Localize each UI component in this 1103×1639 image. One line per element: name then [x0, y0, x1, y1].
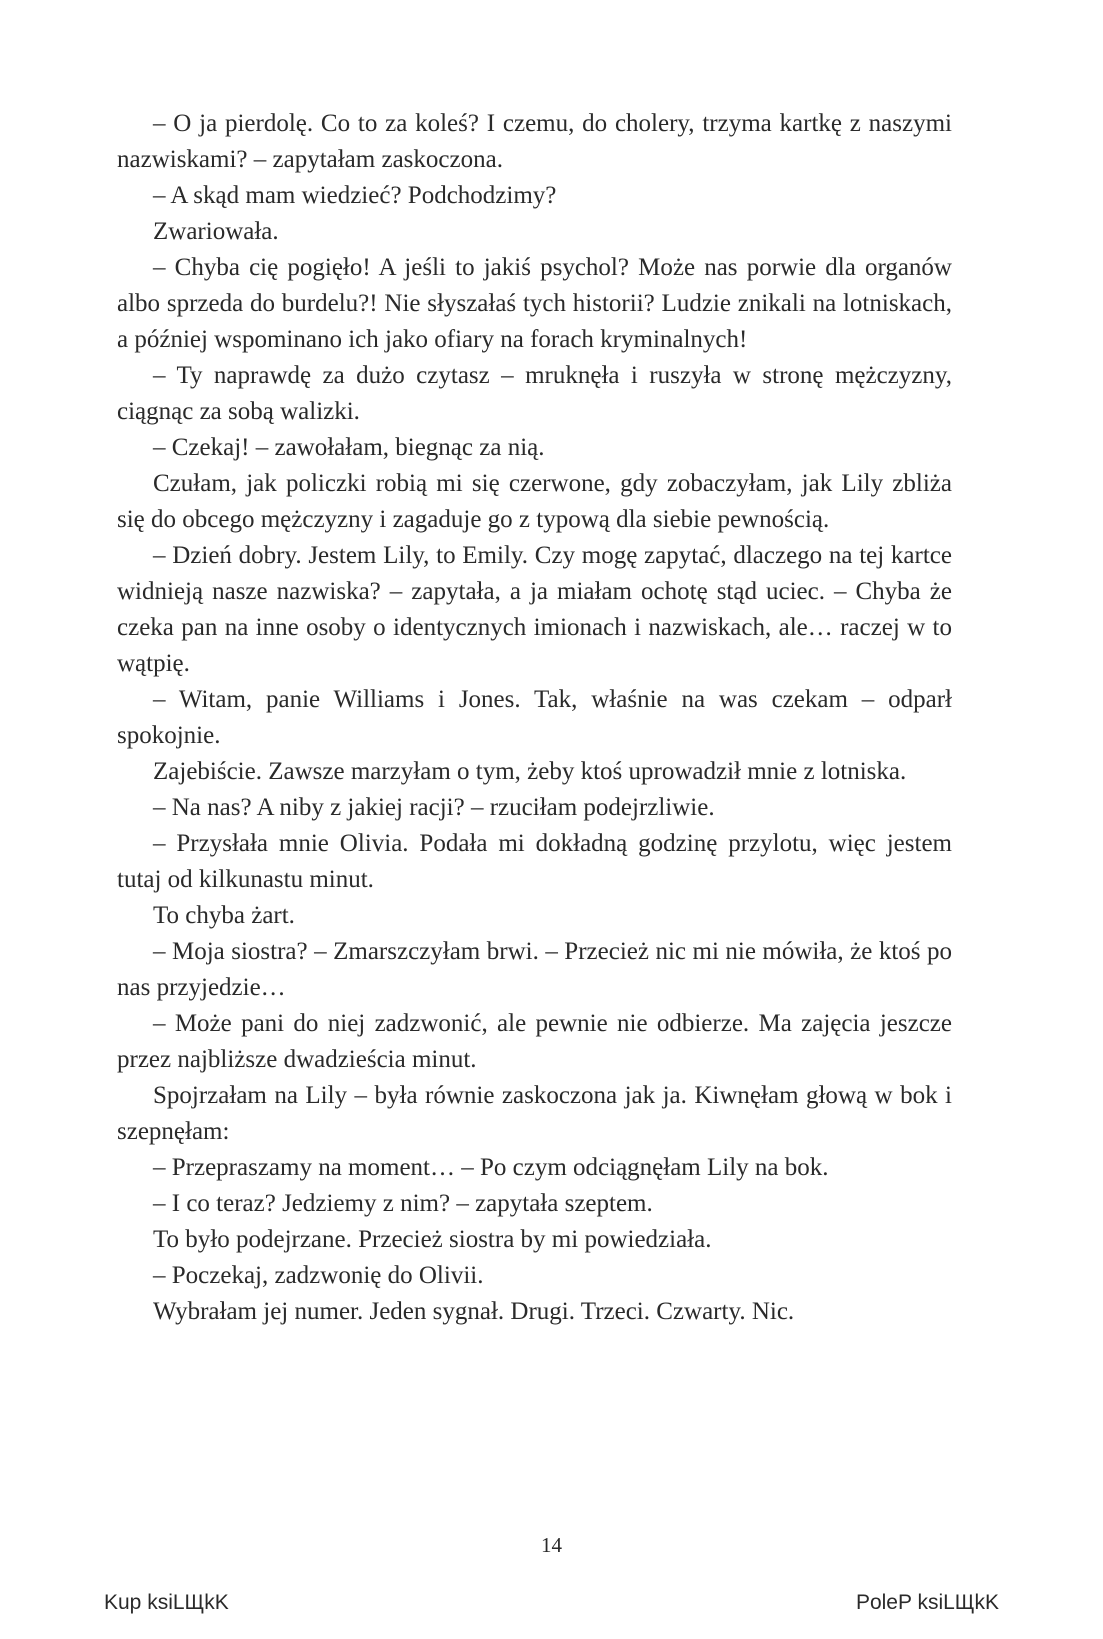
paragraph: Czułam, jak policzki robią mi się czerwone, gdy zobaczyłam, jak Lily zbliża się do obcego mężczyzny i zagaduje go z typową dla siebie pewnością.: [117, 470, 952, 533]
paragraph: To było podejrzane. Przecież siostra by mi powiedziała.: [153, 1226, 712, 1253]
recommend-book-link[interactable]: PoleP ksiLЩkK: [855, 1591, 999, 1614]
paragraph: – A skąd mam wiedzieć? Podchodzimy?: [153, 182, 557, 209]
body-text: [117, 106, 952, 1330]
paragraph: – Ty naprawdę za dużo czytasz – mruknęła i ruszyła w stronę mężczyzny, ciągnąc za sobą walizki.: [117, 362, 952, 425]
paragraph: To chyba żart.: [153, 902, 295, 929]
paragraph: – Czekaj! – zawołałam, biegnąc za nią.: [153, 434, 545, 461]
paragraph: – O ja pierdolę. Co to za koleś? I czemu, do cholery, trzyma kartkę z naszymi nazwiskami? – zapytałam zaskoczona.: [117, 110, 952, 173]
paragraph: – I co teraz? Jedziemy z nim? – zapytała szeptem.: [153, 1190, 653, 1217]
paragraph: – Dzień dobry. Jestem Lily, to Emily. Czy mogę zapytać, dlaczego na tej kartce widnieją nasze nazwiska? – zapytała, a ja miałam ochotę stąd uciec. – Chyba że czeka pan na inne osoby o identycznych imionach i nazwiskach, ale… raczej w to wątpię.: [117, 542, 952, 677]
page-number: 14: [541, 1533, 562, 1557]
paragraph: – Poczekaj, zadzwonię do Olivii.: [153, 1262, 484, 1289]
buy-book-link[interactable]: Kup ksiLЩkK: [104, 1591, 229, 1614]
paragraph: – Przepraszamy na moment… – Po czym odciągnęłam Lily na bok.: [153, 1154, 829, 1181]
paragraph: – Moja siostra? – Zmarszczyłam brwi. – Przecież nic mi nie mówiła, że ktoś po nas przyjedzie…: [117, 938, 952, 1001]
paragraph: – Na nas? A niby z jakiej racji? – rzuciłam podejrzliwie.: [153, 794, 715, 821]
paragraph: – Witam, panie Williams i Jones. Tak, właśnie na was czekam – odparł spokojnie.: [117, 686, 952, 749]
paragraph: Spojrzałam na Lily – była równie zaskoczona jak ja. Kiwnęłam głową w bok i szepnęłam:: [117, 1082, 952, 1145]
paragraph: – Chyba cię pogięło! A jeśli to jakiś psychol? Może nas porwie dla organów albo sprzeda do burdelu?! Nie słyszałaś tych historii? Ludzie znikali na lotniskach, a później wspominano ich jako ofiary na forach kryminalnych!: [117, 254, 952, 353]
paragraph: – Przysłała mnie Olivia. Podała mi dokładną godzinę przylotu, więc jestem tutaj od kilkunastu minut.: [117, 830, 952, 893]
paragraph: Wybrałam jej numer. Jeden sygnał. Drugi. Trzeci. Czwarty. Nic.: [153, 1298, 795, 1325]
paragraph: Zajebiście. Zawsze marzyłam o tym, żeby ktoś uprowadził mnie z lotniska.: [153, 758, 907, 785]
paragraph: Zwariowała.: [153, 218, 279, 245]
paragraph: – Może pani do niej zadzwonić, ale pewnie nie odbierze. Ma zajęcia jeszcze przez najbliższe dwadzieścia minut.: [117, 1010, 952, 1073]
